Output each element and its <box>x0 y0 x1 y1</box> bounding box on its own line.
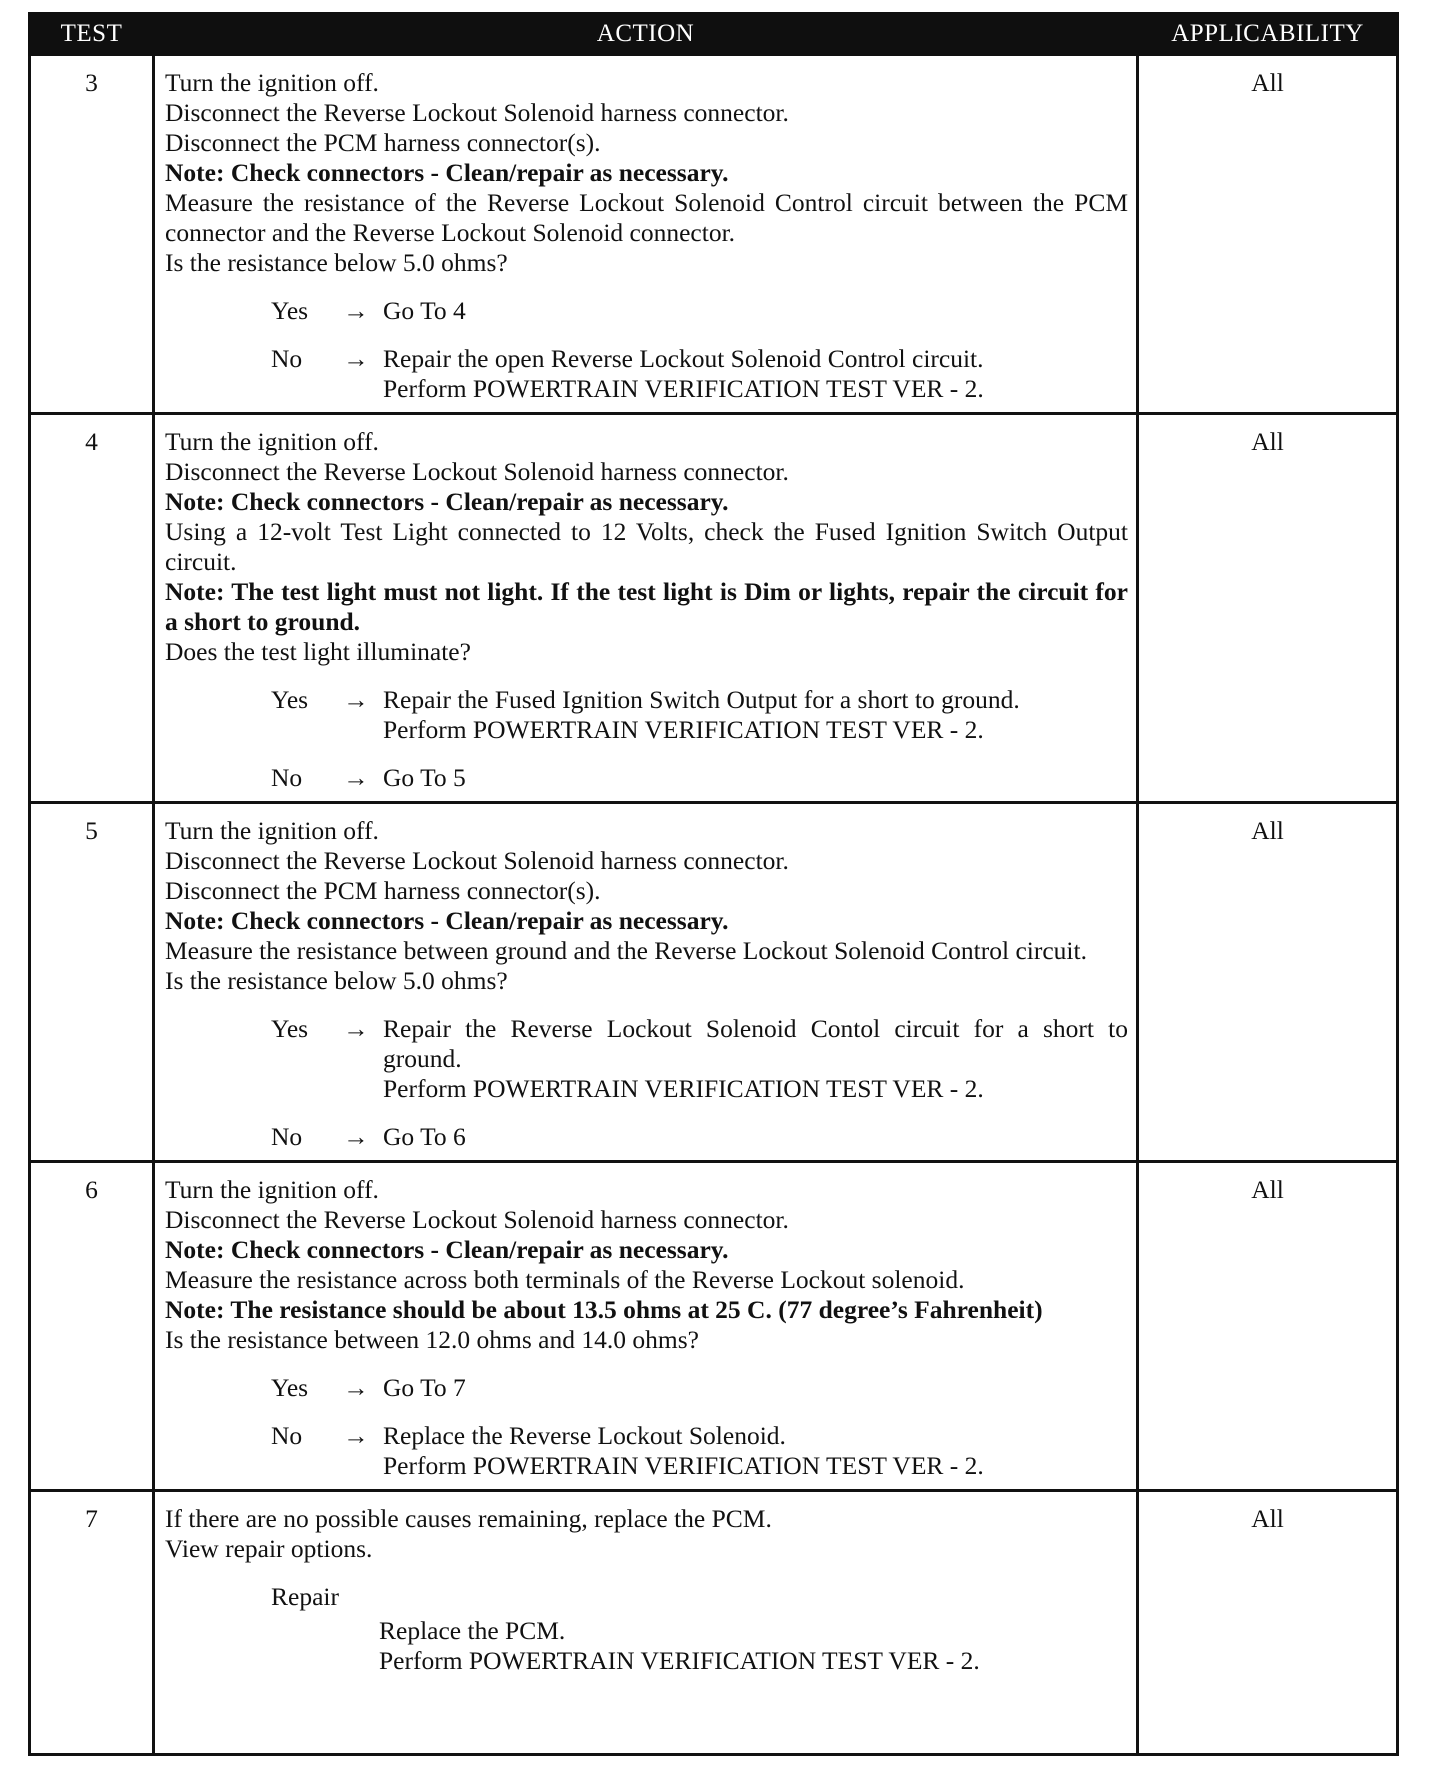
table-row-test-6 <box>30 1162 1398 1491</box>
yes-result: Go To 7 <box>383 1373 466 1402</box>
measure-text: Measure the resistance between ground and the Reverse Lockout Solenoid Control circuit. <box>165 936 1087 965</box>
yes-branch <box>165 1014 1128 1104</box>
yes-result-line: Perform POWERTRAIN VERIFICATION TEST VER - 2. <box>383 1074 984 1103</box>
note-text: Note: Check connectors - Clean/repair as necessary. <box>165 906 729 935</box>
step-text: Turn the ignition off. <box>165 427 379 456</box>
no-result: Go To 5 <box>383 763 466 792</box>
step-text: Turn the ignition off. <box>165 816 379 845</box>
yes-result-line: Repair the Fused Ignition Switch Output for a short to ground. <box>383 685 1020 714</box>
arrow-icon: → <box>343 1122 369 1151</box>
test-number: 5 <box>30 803 154 1162</box>
test-number: 3 <box>30 55 154 414</box>
note-text: Note: Check connectors - Clean/repair as necessary. <box>165 1235 729 1264</box>
measure-text: Measure the resistance of the Reverse Lockout Solenoid Control circuit between the PCM connector and the Reverse Lockout Solenoid connector. <box>165 188 1128 247</box>
arrow-icon: → <box>343 296 369 325</box>
arrow-icon: → <box>343 344 369 373</box>
no-branch <box>165 1122 1128 1152</box>
table-row-test-7 <box>30 1491 1398 1755</box>
arrow-icon: → <box>343 685 369 714</box>
question-text: Is the resistance below 5.0 ohms? <box>165 966 508 995</box>
question-text: Is the resistance below 5.0 ohms? <box>165 248 508 277</box>
step-text: Disconnect the PCM harness connector(s). <box>165 128 601 157</box>
table-row-test-3 <box>30 55 1398 414</box>
no-branch <box>165 344 1128 404</box>
repair-line: Replace the PCM. <box>379 1616 566 1645</box>
yes-result <box>383 1014 1128 1104</box>
yes-result-line: Repair the Reverse Lockout Solenoid Contol circuit for a short to ground. <box>383 1014 1128 1073</box>
note-text: Note: Check connectors - Clean/repair as necessary. <box>165 158 729 187</box>
no-branch <box>165 763 1128 793</box>
question-text: Is the resistance between 12.0 ohms and 14.0 ohms? <box>165 1325 699 1354</box>
step-text: Disconnect the PCM harness connector(s). <box>165 876 601 905</box>
arrow-icon: → <box>343 1373 369 1402</box>
arrow-icon: → <box>343 763 369 792</box>
step-text: Turn the ignition off. <box>165 1175 379 1204</box>
step-text: If there are no possible causes remaining, replace the PCM. <box>165 1504 772 1533</box>
no-label: No <box>271 1122 303 1151</box>
no-label: No <box>271 344 303 373</box>
question-text: Does the test light illuminate? <box>165 637 471 666</box>
yes-label: Yes <box>271 296 309 325</box>
action-cell <box>154 1162 1138 1491</box>
table-row-test-4 <box>30 414 1398 803</box>
step-text: View repair options. <box>165 1534 373 1563</box>
no-result-line: Replace the Reverse Lockout Solenoid. <box>383 1421 786 1450</box>
step-text: Disconnect the Reverse Lockout Solenoid harness connector. <box>165 1205 789 1234</box>
arrow-icon: → <box>343 1421 369 1450</box>
test-number: 4 <box>30 414 154 803</box>
yes-result <box>383 685 1128 745</box>
applicability-value: All <box>1138 414 1398 803</box>
header-applicability: APPLICABILITY <box>1138 14 1398 55</box>
measure-text: Using a 12-volt Test Light connected to 12 Volts, check the Fused Ignition Switch Output circuit. <box>165 517 1128 576</box>
repair-label: Repair <box>271 1582 339 1611</box>
yes-branch <box>165 296 1128 326</box>
table-row-test-5 <box>30 803 1398 1162</box>
no-label: No <box>271 1421 303 1450</box>
applicability-value: All <box>1138 55 1398 414</box>
no-result: Go To 6 <box>383 1122 466 1151</box>
no-result <box>383 344 1128 404</box>
header-action: ACTION <box>154 14 1138 55</box>
yes-branch <box>165 1373 1128 1403</box>
step-text: Disconnect the Reverse Lockout Solenoid harness connector. <box>165 846 789 875</box>
diagnostic-table-sheet <box>28 12 1396 1756</box>
test-number: 7 <box>30 1491 154 1755</box>
yes-result-line: Perform POWERTRAIN VERIFICATION TEST VER - 2. <box>383 715 984 744</box>
repair-options <box>165 1616 1128 1676</box>
note-text: Note: Check connectors - Clean/repair as necessary. <box>165 487 729 516</box>
arrow-icon: → <box>343 1014 369 1043</box>
repair-line: Perform POWERTRAIN VERIFICATION TEST VER - 2. <box>379 1646 980 1675</box>
no-result-line: Perform POWERTRAIN VERIFICATION TEST VER - 2. <box>383 1451 984 1480</box>
step-text: Turn the ignition off. <box>165 68 379 97</box>
step-text: Disconnect the Reverse Lockout Solenoid harness connector. <box>165 98 789 127</box>
action-cell <box>154 414 1138 803</box>
yes-label: Yes <box>271 685 309 714</box>
no-result <box>383 1421 1128 1481</box>
measure-text: Measure the resistance across both terminals of the Reverse Lockout solenoid. <box>165 1265 965 1294</box>
applicability-value: All <box>1138 1491 1398 1755</box>
yes-result: Go To 4 <box>383 296 466 325</box>
applicability-value: All <box>1138 803 1398 1162</box>
action-cell <box>154 803 1138 1162</box>
action-cell <box>154 55 1138 414</box>
no-result-line: Repair the open Reverse Lockout Solenoid Control circuit. <box>383 344 984 373</box>
no-label: No <box>271 763 303 792</box>
no-result-line: Perform POWERTRAIN VERIFICATION TEST VER - 2. <box>383 374 984 403</box>
note-text: Note: The test light must not light. If the test light is Dim or lights, repair the circuit for a short to ground. <box>165 577 1128 636</box>
step-text: Disconnect the Reverse Lockout Solenoid harness connector. <box>165 457 789 486</box>
table-header-row <box>30 14 1398 55</box>
note-text: Note: The resistance should be about 13.5 ohms at 25 C. (77 degree’s Fahrenheit) <box>165 1295 1043 1324</box>
no-branch <box>165 1421 1128 1481</box>
yes-label: Yes <box>271 1373 309 1402</box>
diagnostic-test-table <box>28 12 1399 1756</box>
yes-label: Yes <box>271 1014 309 1043</box>
test-number: 6 <box>30 1162 154 1491</box>
applicability-value: All <box>1138 1162 1398 1491</box>
header-test: TEST <box>30 14 154 55</box>
yes-branch <box>165 685 1128 745</box>
action-cell <box>154 1491 1138 1755</box>
